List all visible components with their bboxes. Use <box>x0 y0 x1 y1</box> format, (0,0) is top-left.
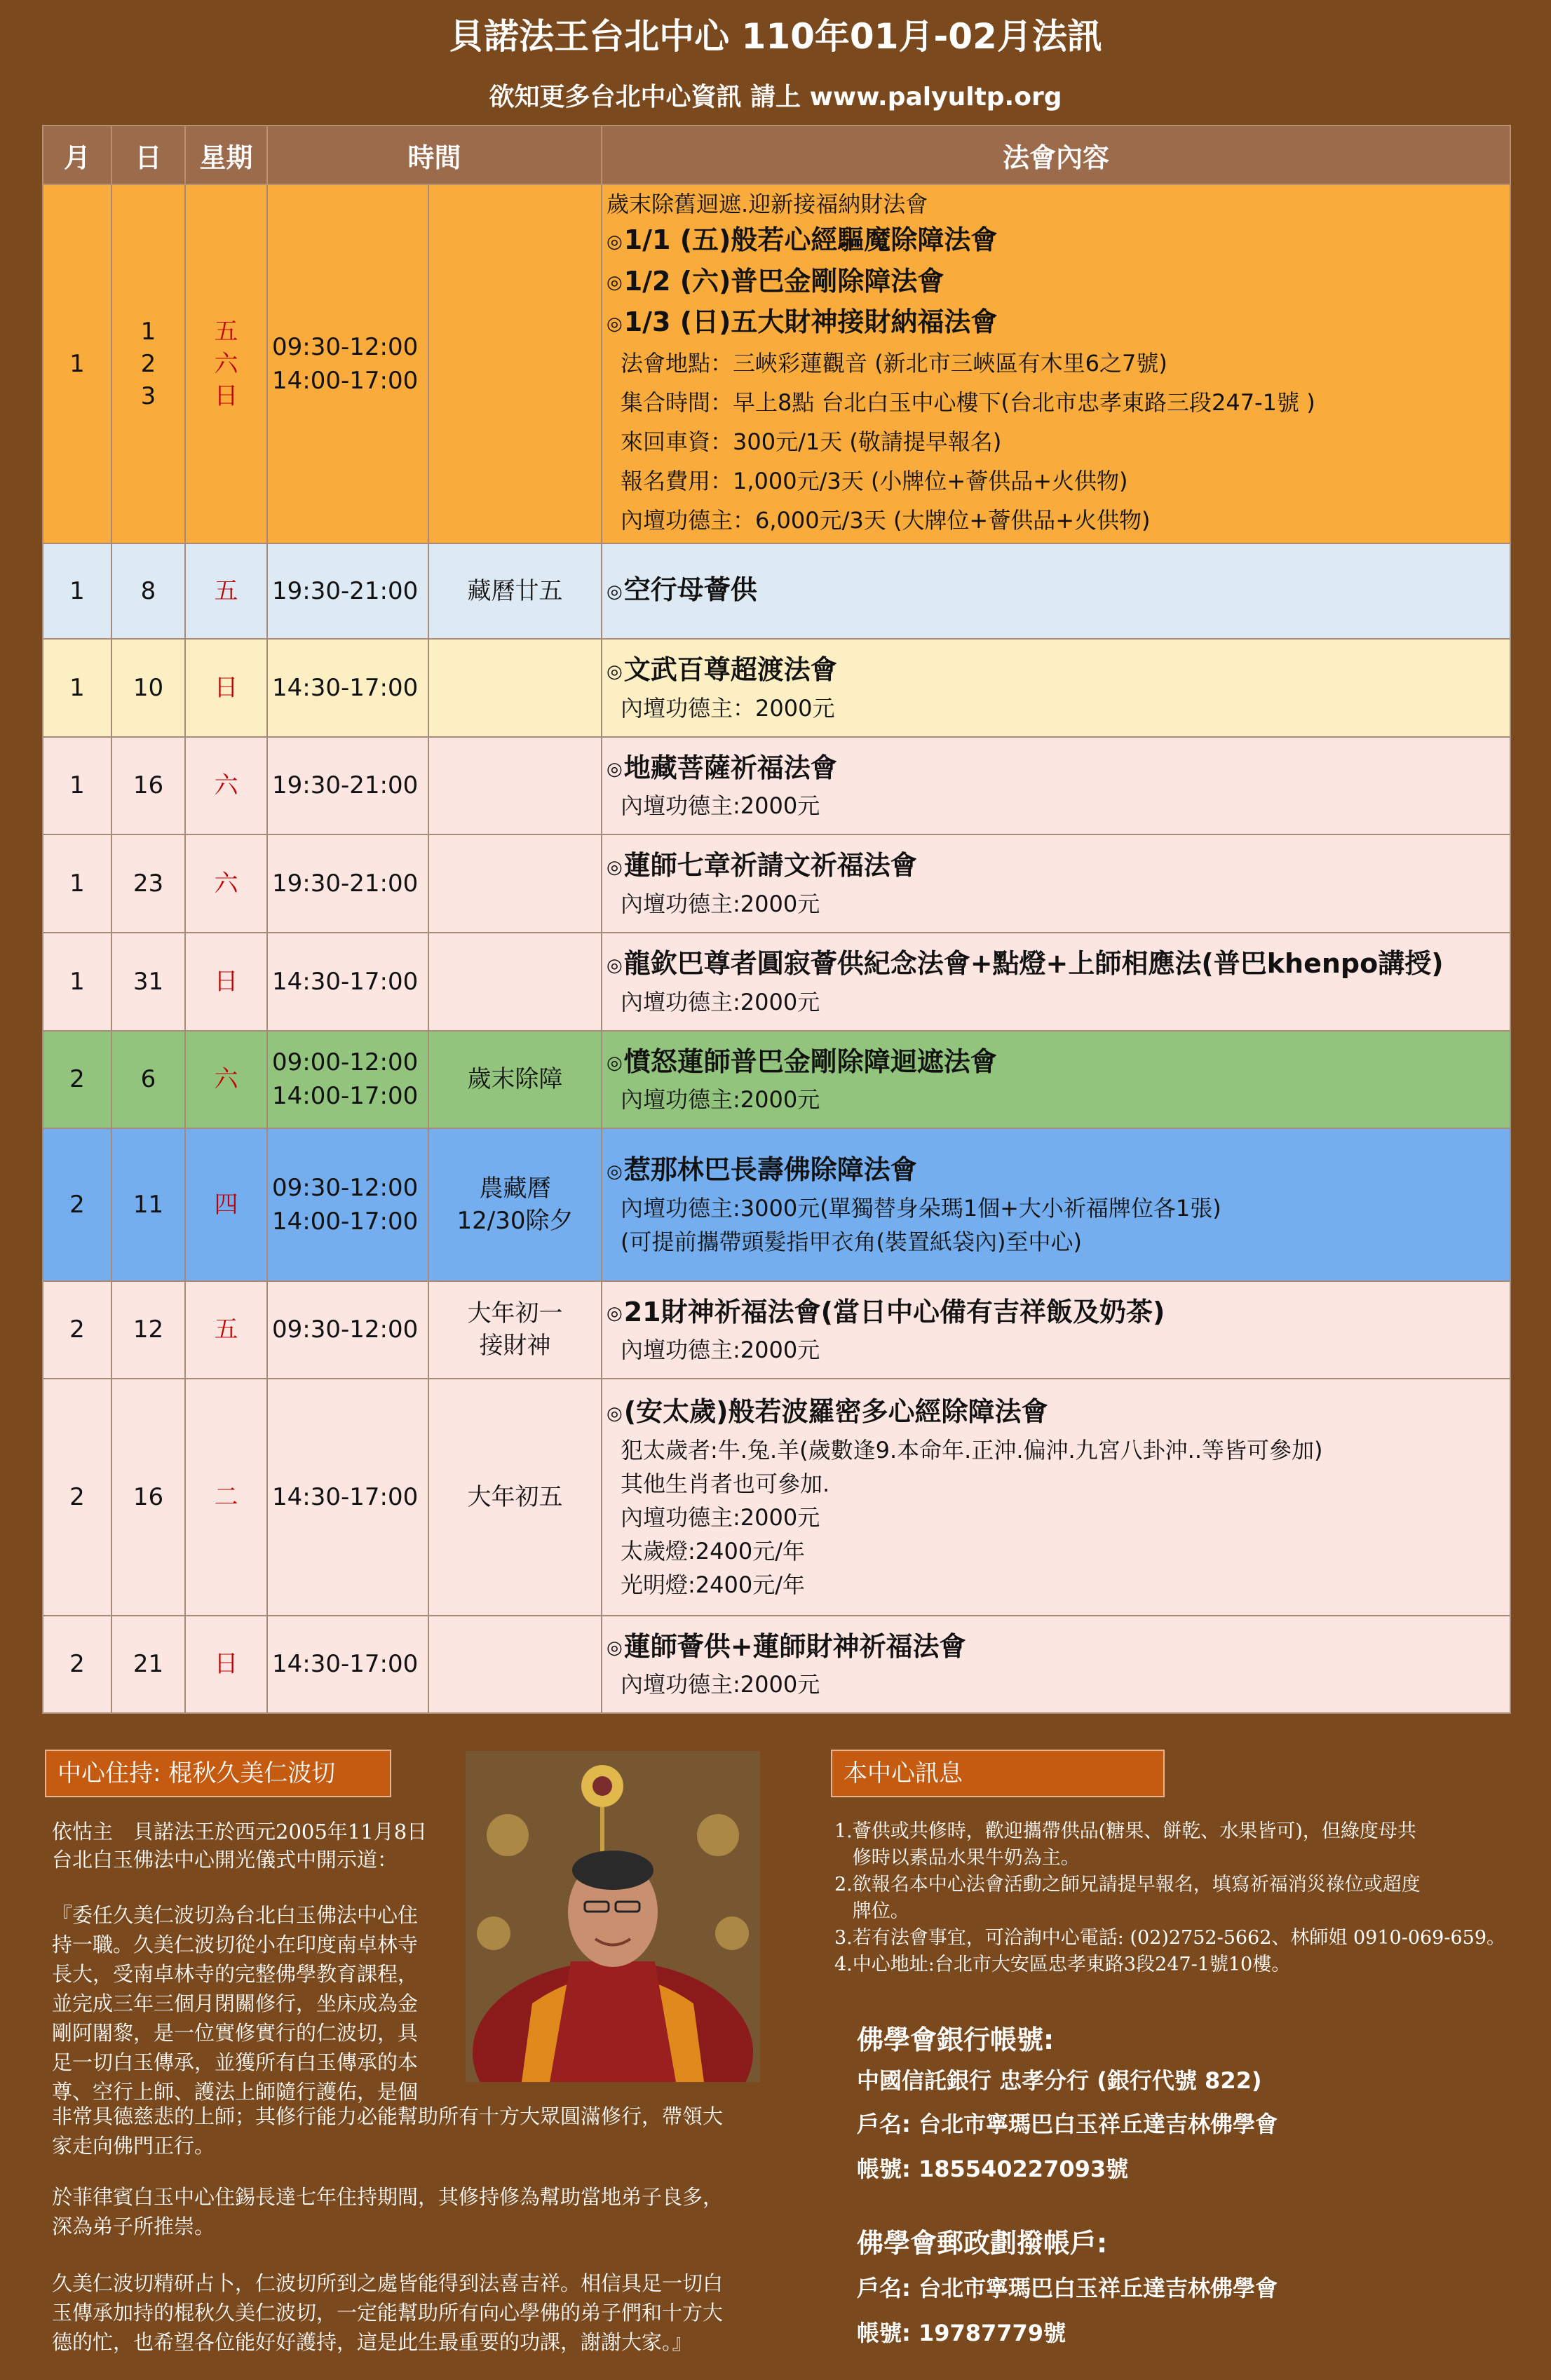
note-cell <box>428 639 602 737</box>
bullet-icon: ◎ <box>607 759 623 780</box>
weekday-cell <box>185 1379 267 1616</box>
event-title-text: 蓮師薈供+蓮師財神祈福法會 <box>623 1630 966 1662</box>
month-cell: 1 <box>43 184 111 543</box>
header-time: 時間 <box>267 126 602 184</box>
note-cell <box>428 933 602 1031</box>
content-cell <box>602 1616 1510 1713</box>
event-detail: 內壇功德主:2000元 <box>621 792 820 820</box>
event-title <box>607 1292 1505 1334</box>
table-row <box>43 1281 1510 1379</box>
day-value: 12 <box>133 1316 164 1344</box>
abbot-header: 中心住持: 棍秋久美仁波切 <box>45 1750 391 1797</box>
day-value: 10 <box>133 673 164 702</box>
lunar-note: 大年初五 <box>467 1482 563 1511</box>
content-cell <box>602 184 1510 543</box>
month-cell: 1 <box>43 543 111 639</box>
center-info-header: 本中心訊息 <box>831 1750 1165 1797</box>
table-row <box>43 1031 1510 1128</box>
time-cell <box>267 737 428 834</box>
event-title-text: 地藏菩薩祈福法會 <box>623 752 837 783</box>
content-cell <box>602 933 1510 1031</box>
table-row <box>43 933 1510 1031</box>
month-cell: 2 <box>43 1031 111 1128</box>
content-cell <box>602 737 1510 834</box>
time-value: 19:30-21:00 <box>272 771 419 799</box>
day-value: 21 <box>133 1650 164 1678</box>
month-cell: 2 <box>43 1281 111 1379</box>
event-title <box>607 748 1505 790</box>
day-value: 31 <box>133 967 164 996</box>
event-detail: 來回車資：300元/1天 (敬請提早報名) <box>621 428 1002 455</box>
table-row <box>43 737 1510 834</box>
month-cell: 1 <box>43 737 111 834</box>
schedule-table <box>42 125 1511 1714</box>
note-cell <box>428 1379 602 1616</box>
bank-holder: 戶名: 台北市寧瑪巴白玉祥丘達吉林佛學會 <box>857 2111 1278 2137</box>
event-detail: 內壇功德主：6,000元/3天 (大牌位+薈供品+火供物) <box>621 506 1151 534</box>
time-value: 19:30-21:00 <box>272 576 419 605</box>
day-cell <box>111 1616 185 1713</box>
event-title-text: 1/1 (五)般若心經驅魔除障法會 <box>623 224 998 255</box>
month-cell: 2 <box>43 1379 111 1616</box>
post-holder: 戶名: 台北市寧瑪巴白玉祥丘達吉林佛學會 <box>857 2275 1278 2301</box>
event-detail: (可提前攜帶頭髮指甲衣角(裝置紙袋內)至中心) <box>621 1228 1082 1255</box>
page-title: 貝諾法王台北中心 110年01月-02月法訊 <box>449 16 1102 57</box>
time-cell <box>267 639 428 737</box>
content-cell <box>602 639 1510 737</box>
page-subtitle: 欲知更多台北中心資訊 請上 www.palyultp.org <box>489 83 1062 111</box>
event-detail: 內壇功德主:3000元(單獨替身朵瑪1個+大小祈福牌位各1張) <box>621 1194 1221 1222</box>
day-value: 2 <box>140 349 156 378</box>
center-notes <box>834 1818 1505 1978</box>
abbot-quote-part2: 非常具德慈悲的上師；其修行能力必能幫助所有十方大眾圓滿修行，帶領大 家走向佛門正行。 <box>52 2104 724 2158</box>
weekday-cell <box>185 933 267 1031</box>
bullet-icon: ◎ <box>607 1402 623 1424</box>
weekday-cell <box>185 1616 267 1713</box>
table-row <box>43 184 1510 543</box>
time-value: 19:30-21:00 <box>272 869 419 898</box>
header-day: 日 <box>111 126 185 184</box>
event-detail: 太歲燈:2400元/年 <box>621 1537 806 1564</box>
abbot-philippines: 於菲律賓白玉中心住錫長達七年住持期間，其修持修為幫助當地弟子良多， 深為弟子所推崇。 <box>52 2185 724 2238</box>
weekday-value: 日 <box>214 1650 238 1678</box>
day-value: 23 <box>133 869 164 898</box>
event-detail: 犯太歲者:牛.兔.羊(歲數逢9.本命年.正沖.偏沖.九宮八卦沖..等皆可參加) <box>621 1436 1323 1463</box>
note-cell <box>428 1031 602 1128</box>
event-title <box>607 220 1505 262</box>
time-cell <box>267 1281 428 1379</box>
event-title <box>607 650 1505 691</box>
weekday-value: 四 <box>214 1190 238 1219</box>
weekday-cell <box>185 1031 267 1128</box>
time-value: 14:30-17:00 <box>272 673 419 702</box>
day-cell <box>111 737 185 834</box>
event-title <box>607 302 1505 344</box>
weekday-value: 日 <box>214 381 238 410</box>
weekday-cell <box>185 737 267 834</box>
event-title-text: 龍欽巴尊者圓寂薈供紀念法會+點燈+上師相應法(普巴khenpo講授) <box>623 948 1444 980</box>
bullet-icon: ◎ <box>607 661 623 682</box>
bullet-icon: ◎ <box>607 954 623 976</box>
event-title-text: 文武百尊超渡法會 <box>623 654 837 686</box>
bullet-icon: ◎ <box>607 231 623 252</box>
weekday-cell <box>185 543 267 639</box>
weekday-cell <box>185 834 267 933</box>
center-note-item: 1.薈供或共修時，歡迎攜帶供品(糖果、餅乾、水果皆可)，但綠度母共 修時以素品水果牛奶為主。 <box>834 1820 1416 1869</box>
month-cell: 1 <box>43 834 111 933</box>
bullet-icon: ◎ <box>607 856 623 878</box>
event-detail: 其他生肖者也可參加. <box>621 1470 830 1497</box>
time-value: 14:00-17:00 <box>272 1082 419 1110</box>
time-cell <box>267 1379 428 1616</box>
event-title-text: 蓮師七章祈請文祈福法會 <box>623 850 917 881</box>
table-row <box>43 834 1510 933</box>
time-cell <box>267 1031 428 1128</box>
month-cell: 1 <box>43 639 111 737</box>
table-row <box>43 1128 1510 1281</box>
lunar-note: 農藏曆 12/30除夕 <box>456 1174 574 1235</box>
event-detail: 光明燈:2400元/年 <box>621 1571 806 1598</box>
lunar-note: 歲末除障 <box>467 1065 563 1093</box>
bullet-icon: ◎ <box>607 313 623 334</box>
content-cell <box>602 1128 1510 1281</box>
lunar-note: 藏曆廿五 <box>467 576 563 605</box>
event-title <box>607 1150 1505 1191</box>
note-cell <box>428 184 602 543</box>
day-cell <box>111 834 185 933</box>
event-detail: 內壇功德主:2000元 <box>621 1671 820 1698</box>
event-title-text: 憤怒蓮師普巴金剛除障迴遮法會 <box>623 1046 997 1077</box>
content-cell <box>602 1281 1510 1379</box>
bullet-icon: ◎ <box>607 1637 623 1659</box>
day-value: 8 <box>140 576 156 605</box>
note-cell <box>428 737 602 834</box>
day-value: 1 <box>140 317 156 346</box>
time-value: 14:30-17:00 <box>272 1482 419 1511</box>
time-value: 09:00-12:00 <box>272 1048 419 1076</box>
note-cell <box>428 543 602 639</box>
day-value: 16 <box>133 1482 164 1511</box>
event-title <box>607 262 1505 303</box>
event-title <box>607 1627 1505 1668</box>
weekday-cell <box>185 184 267 543</box>
bank-account: 帳號: 185540227093號 <box>857 2156 1129 2182</box>
month-cell: 1 <box>43 933 111 1031</box>
rinpoche-photo <box>466 1751 760 2082</box>
time-cell <box>267 184 428 543</box>
time-value: 14:30-17:00 <box>272 967 419 996</box>
time-cell <box>267 1616 428 1713</box>
event-title <box>607 846 1505 887</box>
time-value: 09:30-12:00 <box>272 332 419 361</box>
event-detail: 內壇功德主:2000元 <box>621 1337 820 1364</box>
time-value: 14:00-17:00 <box>272 366 419 395</box>
time-value: 09:30-12:00 <box>272 1316 419 1344</box>
event-title <box>607 570 1505 611</box>
event-title-text: 1/3 (日)五大財神接財納福法會 <box>623 306 998 337</box>
day-cell <box>111 184 185 543</box>
weekday-value: 二 <box>214 1482 238 1511</box>
day-cell <box>111 1128 185 1281</box>
content-cell <box>602 543 1510 639</box>
bullet-icon: ◎ <box>607 1303 623 1325</box>
content-cell <box>602 1379 1510 1616</box>
note-cell <box>428 1128 602 1281</box>
table-header-row <box>43 126 1510 184</box>
event-detail: 內壇功德主：2000元 <box>621 694 835 722</box>
day-cell <box>111 1281 185 1379</box>
event-detail: 內壇功德主:2000元 <box>621 890 820 917</box>
schedule-body <box>43 184 1510 1713</box>
month-cell: 2 <box>43 1128 111 1281</box>
event-title-text: (安太歲)般若波羅密多心經除障法會 <box>623 1396 1048 1428</box>
table-row <box>43 1379 1510 1616</box>
time-cell <box>267 834 428 933</box>
day-cell <box>111 543 185 639</box>
note-cell <box>428 1281 602 1379</box>
post-account: 帳號: 19787779號 <box>857 2320 1066 2346</box>
event-detail: 集合時間：早上8點 台北白玉中心樓下(台北市忠孝東路三段247-1號 ) <box>621 388 1315 416</box>
content-cell <box>602 1031 1510 1128</box>
day-cell <box>111 1379 185 1616</box>
time-cell <box>267 933 428 1031</box>
day-value: 6 <box>140 1065 156 1093</box>
weekday-value: 五 <box>214 317 238 346</box>
event-title-text: 1/2 (六)普巴金剛除障法會 <box>623 265 944 297</box>
event-title <box>607 1392 1505 1433</box>
weekday-value: 日 <box>214 967 238 996</box>
header-month: 月 <box>43 126 111 184</box>
weekday-value: 五 <box>214 576 238 605</box>
weekday-value: 六 <box>214 869 238 898</box>
time-cell <box>267 1128 428 1281</box>
event-detail: 內壇功德主:2000元 <box>621 1086 820 1114</box>
weekday-cell <box>185 639 267 737</box>
day-cell <box>111 1031 185 1128</box>
event-title <box>607 944 1505 985</box>
event-title-text: 惹那林巴長壽佛除障法會 <box>623 1154 917 1186</box>
month-cell: 2 <box>43 1616 111 1713</box>
abbot-quote-part1: 『委任久美仁波切為台北白玉佛法中心住 持一職。久美仁波切從小在印度南卓林寺 長大，受南卓林寺的完整佛學教育課程， 並完成三年三個月閉關修行，坐床成為金 剛阿闍黎，是一位實修實行的仁波切，具 足一切白玉傳承，並獲所有白玉傳承的本 尊、空行上師、護法上師隨行護佑，是個 <box>52 1903 419 2104</box>
event-detail: 法會地點：三峽彩蓮觀音 (新北市三峽區有木里6之7號) <box>621 349 1167 377</box>
center-note-item: 4.中心地址:台北市大安區忠孝東路3段247-1號10樓。 <box>834 1954 1291 1975</box>
day-cell <box>111 639 185 737</box>
abbot-closing: 久美仁波切精研占卜，仁波切所到之處皆能得到法喜吉祥。相信具足一切白 玉傳承加持的棍秋久美仁波切，一定能幫助所有向心學佛的弟子們和十方大 德的忙，也希望各位能好好護持，這是此生最重要的功課，謝謝大家。』 <box>52 2271 724 2354</box>
event-title-text: 空行母薈供 <box>623 574 757 606</box>
weekday-value: 六 <box>214 1065 238 1093</box>
weekday-value: 六 <box>214 771 238 799</box>
day-value: 16 <box>133 771 164 799</box>
day-cell <box>111 933 185 1031</box>
event-detail: 內壇功德主:2000元 <box>621 988 820 1015</box>
time-value: 09:30-12:00 <box>272 1173 419 1202</box>
day-value: 11 <box>133 1190 164 1219</box>
weekday-cell <box>185 1128 267 1281</box>
post-title: 佛學會郵政劃撥帳戶: <box>857 2228 1108 2259</box>
time-value: 14:00-17:00 <box>272 1207 419 1236</box>
weekday-value: 五 <box>214 1316 238 1344</box>
bullet-icon: ◎ <box>607 581 623 602</box>
table-row <box>43 1616 1510 1713</box>
weekday-cell <box>185 1281 267 1379</box>
header-weekday: 星期 <box>185 126 267 184</box>
content-cell <box>602 834 1510 933</box>
note-cell <box>428 834 602 933</box>
weekday-value: 日 <box>214 673 238 702</box>
bullet-icon: ◎ <box>607 1053 623 1074</box>
table-row <box>43 639 1510 737</box>
event-title <box>607 1042 1505 1083</box>
time-cell <box>267 543 428 639</box>
center-note-item: 2.欲報名本中心法會活動之師兄請提早報名，填寫祈福消災祿位或超度 牌位。 <box>834 1874 1421 1922</box>
bank-name: 中國信託銀行 忠孝分行 (銀行代號 822) <box>857 2067 1262 2094</box>
bullet-icon: ◎ <box>607 1161 623 1182</box>
bank-title: 佛學會銀行帳號: <box>857 2024 1055 2055</box>
time-value: 14:30-17:00 <box>272 1650 419 1678</box>
header-content: 法會內容 <box>602 126 1510 184</box>
day-value: 3 <box>140 381 156 410</box>
bullet-icon: ◎ <box>607 272 623 293</box>
weekday-value: 六 <box>214 349 238 378</box>
event-detail: 內壇功德主:2000元 <box>621 1503 820 1531</box>
note-cell <box>428 1616 602 1713</box>
event-title-text: 21財神祈福法會(當日中心備有吉祥飯及奶茶) <box>623 1296 1165 1327</box>
table-row <box>43 543 1510 639</box>
event-heading: 歲末除舊迴遮.迎新接福納財法會 <box>607 191 928 217</box>
abbot-intro: 依怙主 貝諾法王於西元2005年11月8日 台北白玉佛法中心開光儀式中開示道： <box>52 1820 428 1872</box>
event-detail: 報名費用：1,000元/3天 (小牌位+薈供品+火供物) <box>621 467 1128 494</box>
lunar-note: 大年初一 接財神 <box>467 1299 563 1360</box>
center-note-item: 3.若有法會事宜，可洽詢中心電話: (02)2752-5662、林師姐 0910-069-659。 <box>834 1927 1506 1949</box>
